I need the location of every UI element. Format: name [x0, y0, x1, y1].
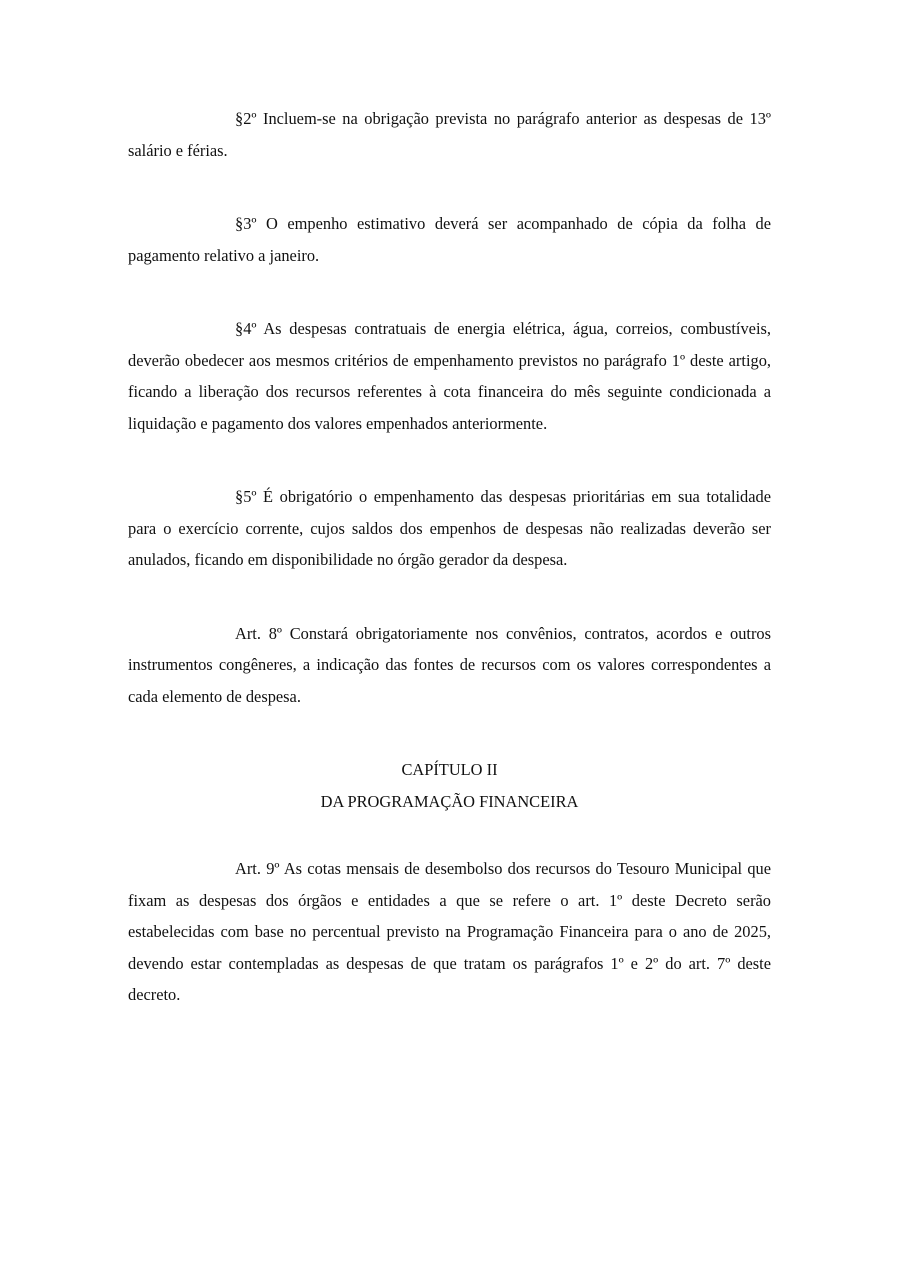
chapter-number: CAPÍTULO II	[401, 760, 498, 779]
chapter-heading	[128, 754, 771, 817]
paragraph-2: §2º Incluem-se na obrigação prevista no parágrafo anterior as despesas de 13º salário e férias.	[128, 109, 771, 160]
document-body	[128, 103, 771, 1011]
paragraph-5: §5º É obrigatório o empenhamento das despesas prioritárias em sua totalidade para o exercício corrente, cujos saldos dos empenhos de despesas não realizadas deverão ser anulados, ficando em disponibilidade no órgão gerador da despesa.	[128, 487, 771, 569]
paragraph-3: §3º O empenho estimativo deverá ser acompanhado de cópia da folha de pagamento relativo a janeiro.	[128, 214, 771, 265]
article-8: Art. 8º Constará obrigatoriamente nos convênios, contratos, acordos e outros instrumentos congêneres, a indicação das fontes de recursos com os valores correspondentes a cada elemento de despesa.	[128, 623, 771, 706]
chapter-title: DA PROGRAMAÇÃO FINANCEIRA	[320, 791, 579, 811]
article-9: Art. 9º As cotas mensais de desembolso dos recursos do Tesouro Municipal que fixam as despesas dos órgãos e entidades a que se refere o art. 1º deste Decreto serão estabelecidas com base no percentual previsto na Programação Financeira para o ano de 2025, devendo estar contempladas as despesas de que tratam os parágrafos 1º e 2º do art. 7º deste decreto.	[128, 859, 771, 1004]
paragraph-4: §4º As despesas contratuais de energia elétrica, água, correios, combustíveis, deverão obedecer aos mesmos critérios de empenhamento previstos no parágrafo 1º deste artigo, ficando a liberação dos recursos referentes à cota financeira do mês seguinte condicionada a liquidação e pagamento dos valores empenhados anteriormente.	[128, 319, 771, 433]
